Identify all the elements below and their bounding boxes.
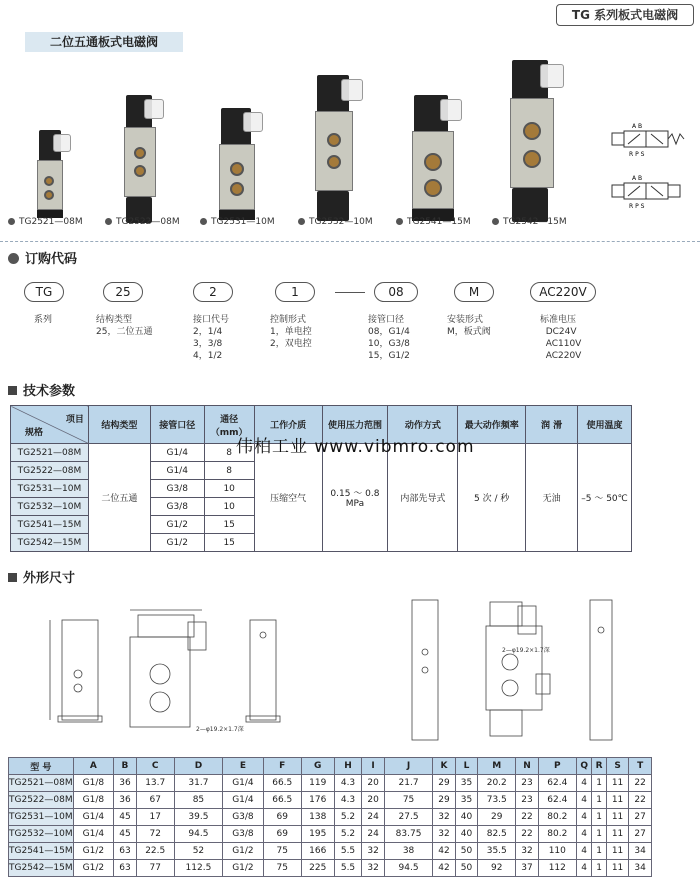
section-divider <box>0 241 700 242</box>
dimension-cell: 45 <box>114 809 137 826</box>
dimension-cell: 110 <box>538 843 576 860</box>
dimension-cell: G1/8 <box>73 775 114 792</box>
dimension-cell: G3/8 <box>223 809 264 826</box>
dimension-cell: 62.4 <box>538 792 576 809</box>
spec-header: 通径（mm） <box>204 406 254 444</box>
dimension-cell: 225 <box>301 860 334 877</box>
dimension-cell: 24 <box>362 809 385 826</box>
dimension-cell: 20.2 <box>478 775 516 792</box>
dimension-cell: 31.7 <box>174 775 222 792</box>
code-dash <box>335 292 365 293</box>
dimension-row <box>9 860 652 877</box>
code-box: 1 <box>275 282 315 302</box>
dimension-cell: 5.5 <box>334 860 362 877</box>
dimension-row <box>9 809 652 826</box>
dimension-cell: 94.5 <box>174 826 222 843</box>
spec-corner-header: 项目 规格 <box>11 406 89 444</box>
dimension-cell: 29 <box>433 775 456 792</box>
svg-text:2—φ19.2×1.7深: 2—φ19.2×1.7深 <box>502 647 550 654</box>
dimension-cell: 62.4 <box>538 775 576 792</box>
dimension-cell: 36 <box>114 792 137 809</box>
dimension-cell: 4 <box>576 843 592 860</box>
dimension-cell: 23 <box>516 792 539 809</box>
dimension-cell: 4.3 <box>334 792 362 809</box>
spec-header: 使用压力范围 <box>322 406 388 444</box>
dimension-cell: 13.7 <box>136 775 174 792</box>
dimension-cell: 50 <box>455 860 478 877</box>
dimension-cell: G3/8 <box>223 826 264 843</box>
dimension-cell: 34 <box>629 860 652 877</box>
dimension-row <box>9 792 652 809</box>
model-label: TG2521—08M <box>8 217 83 227</box>
model-label: TG2532—10M <box>298 217 373 227</box>
spec-header: 最大动作频率 <box>458 406 526 444</box>
dimension-cell: 11 <box>606 860 629 877</box>
dimension-row <box>9 843 652 860</box>
code-box: AC220V <box>530 282 596 302</box>
dimension-table <box>8 757 652 877</box>
valve-image-tg2541 <box>410 95 465 225</box>
spec-row: TG2522—08M G1/4 8 <box>11 462 632 480</box>
dimension-cell: G1/2 <box>73 860 114 877</box>
dimension-cell: 112 <box>538 860 576 877</box>
spec-row: TG2521—08M 二位五通 G1/4 8 压缩空气 0.15 ～ 0.8 MPa 内部先导式 5 次 / 秒 无油 –5 ～ 50℃ <box>11 444 632 462</box>
dimension-cell: 5.2 <box>334 826 362 843</box>
code-box: 25 <box>103 282 143 302</box>
dimension-cell: 22 <box>629 775 652 792</box>
svg-text:A B: A B <box>632 175 643 182</box>
spec-header: 动作方式 <box>388 406 458 444</box>
dimension-cell: 21.7 <box>384 775 432 792</box>
dimension-cell: 75 <box>384 792 432 809</box>
code-box: TG <box>24 282 64 302</box>
dimension-cell: 4.3 <box>334 775 362 792</box>
dimension-cell: 75 <box>263 843 301 860</box>
order-code-heading: 订购代码 <box>8 248 77 267</box>
dimension-heading: 外形尺寸 <box>8 567 75 586</box>
spec-row: TG2532—10M G3/8 10 <box>11 498 632 516</box>
model-cell: TG2522—08M <box>9 792 74 809</box>
dimension-cell: 22.5 <box>136 843 174 860</box>
dimension-cell: 22 <box>516 809 539 826</box>
dimension-cell: 4 <box>576 809 592 826</box>
dimension-cell: 27 <box>629 809 652 826</box>
dimension-cell: 77 <box>136 860 174 877</box>
dimension-cell: 32 <box>362 843 385 860</box>
series-title: TG 系列板式电磁阀 <box>556 4 694 26</box>
dimension-cell: G1/4 <box>223 775 264 792</box>
dimension-cell: 32 <box>433 809 456 826</box>
dimension-cell: 73.5 <box>478 792 516 809</box>
dimension-cell: 166 <box>301 843 334 860</box>
valve-image-tg2531 <box>217 108 267 223</box>
dimension-cell: 85 <box>174 792 222 809</box>
dimension-drawings <box>0 590 700 748</box>
spec-header: 使用温度 <box>578 406 632 444</box>
dimension-cell: 52 <box>174 843 222 860</box>
dimension-cell: 66.5 <box>263 775 301 792</box>
dimension-cell: G1/4 <box>73 809 114 826</box>
dimension-cell: 22 <box>629 792 652 809</box>
product-name: 二位五通板式电磁阀 <box>25 32 183 52</box>
dimension-cell: 40 <box>455 826 478 843</box>
dimension-cell: 69 <box>263 826 301 843</box>
dimension-cell: 23 <box>516 775 539 792</box>
dimension-cell: 32 <box>433 826 456 843</box>
valve-photos <box>0 60 600 235</box>
dimension-cell: 11 <box>606 809 629 826</box>
dimension-cell: 42 <box>433 843 456 860</box>
dimension-cell: 40 <box>455 809 478 826</box>
code-description: 接管口径 08，G1/4 10，G3/8 15，G1/2 <box>368 315 410 361</box>
dimension-cell: 11 <box>606 843 629 860</box>
dimension-cell: 45 <box>114 826 137 843</box>
spec-table <box>10 405 632 552</box>
code-description: 标准电压 DC24V AC110V AC220V <box>540 315 582 361</box>
dimension-cell: 39.5 <box>174 809 222 826</box>
watermark: 伟柏工业 www.vibmro.com <box>236 437 475 457</box>
svg-text:R P S: R P S <box>629 151 645 158</box>
dimension-cell: 27.5 <box>384 809 432 826</box>
dimension-cell: 94.5 <box>384 860 432 877</box>
dimension-cell: G1/8 <box>73 792 114 809</box>
dimension-cell: 1 <box>592 860 606 877</box>
dimension-cell: 4 <box>576 775 592 792</box>
spec-header: 接管口径 <box>150 406 204 444</box>
valve-image-tg2532 <box>313 75 368 225</box>
dimension-cell: 35 <box>455 792 478 809</box>
dimension-cell: 75 <box>263 860 301 877</box>
dimension-cell: 5.2 <box>334 809 362 826</box>
dimension-cell: 112.5 <box>174 860 222 877</box>
dimension-cell: 20 <box>362 792 385 809</box>
dimension-cell: 83.75 <box>384 826 432 843</box>
dimension-cell: 4 <box>576 792 592 809</box>
dimension-cell: 67 <box>136 792 174 809</box>
dimension-cell: 63 <box>114 860 137 877</box>
dimension-cell: 63 <box>114 843 137 860</box>
single-solenoid-symbol <box>602 120 688 158</box>
dimension-cell: 50 <box>455 843 478 860</box>
model-cell: TG2531—10M <box>9 809 74 826</box>
dimension-cell: 138 <box>301 809 334 826</box>
svg-text:2—φ19.2×1.7深: 2—φ19.2×1.7深 <box>196 726 244 733</box>
dimension-cell: 17 <box>136 809 174 826</box>
dimension-cell: 35 <box>455 775 478 792</box>
double-solenoid-symbol <box>602 172 688 210</box>
dimension-cell: G1/2 <box>223 860 264 877</box>
dimension-cell: 1 <box>592 792 606 809</box>
model-label: TG2541—15M <box>396 217 471 227</box>
dimension-cell: 37 <box>516 860 539 877</box>
dimension-cell: 80.2 <box>538 809 576 826</box>
code-description: 安装形式 M，板式阀 <box>447 315 491 337</box>
dimension-cell: 11 <box>606 826 629 843</box>
dimension-cell: 80.2 <box>538 826 576 843</box>
dimension-cell: 36 <box>114 775 137 792</box>
dimension-cell: 1 <box>592 826 606 843</box>
dimension-cell: 42 <box>433 860 456 877</box>
square-bullet-icon <box>8 386 17 395</box>
dimension-header-row: 型 号 A B C D E F G H I J K L M N P Q R S T <box>9 758 652 775</box>
valve-image-tg2542 <box>508 60 568 225</box>
code-description: 控制形式 1，单电控 2，双电控 <box>270 315 312 349</box>
model-label: TG2522—08M <box>105 217 180 227</box>
dimension-cell: 176 <box>301 792 334 809</box>
dimension-cell: 32 <box>516 843 539 860</box>
model-label-row <box>8 217 608 231</box>
dimension-cell: 11 <box>606 775 629 792</box>
dimension-cell: 11 <box>606 792 629 809</box>
bullet-icon <box>8 253 19 264</box>
dimension-cell: 34 <box>629 843 652 860</box>
code-description: 系列 <box>34 315 53 325</box>
spec-header: 结构类型 <box>88 406 150 444</box>
dimension-cell: 82.5 <box>478 826 516 843</box>
square-bullet-icon <box>8 573 17 582</box>
dimension-cell: G1/2 <box>223 843 264 860</box>
dimension-cell: 24 <box>362 826 385 843</box>
dimension-cell: 92 <box>478 860 516 877</box>
spec-header: 工作介质 <box>254 406 322 444</box>
dimension-cell: 22 <box>516 826 539 843</box>
model-cell: TG2541—15M <box>9 843 74 860</box>
dimension-cell: 1 <box>592 775 606 792</box>
dimension-cell: 66.5 <box>263 792 301 809</box>
dimension-cell: 195 <box>301 826 334 843</box>
dimension-cell: 4 <box>576 826 592 843</box>
dimension-cell: 38 <box>384 843 432 860</box>
code-box: M <box>454 282 494 302</box>
spec-header: 润 滑 <box>526 406 578 444</box>
spec-row: TG2542—15M G1/2 15 <box>11 534 632 552</box>
code-description: 结构类型 25，二位五通 <box>96 315 153 337</box>
code-box: 08 <box>374 282 418 302</box>
dimension-cell: 72 <box>136 826 174 843</box>
model-cell: TG2521—08M <box>9 775 74 792</box>
code-box: 2 <box>193 282 233 302</box>
dimension-cell: 69 <box>263 809 301 826</box>
model-label: TG2531—10M <box>200 217 275 227</box>
dimension-cell: 1 <box>592 809 606 826</box>
dimension-cell: 1 <box>592 843 606 860</box>
model-label: TG2542—15M <box>492 217 567 227</box>
dimension-cell: 35.5 <box>478 843 516 860</box>
dimension-row <box>9 826 652 843</box>
valve-image-tg2521 <box>35 130 75 220</box>
valve-image-tg2522 <box>122 95 172 225</box>
dimension-cell: 32 <box>362 860 385 877</box>
dimension-cell: G1/4 <box>223 792 264 809</box>
svg-text:R P S: R P S <box>629 203 645 210</box>
model-cell: TG2542—15M <box>9 860 74 877</box>
dimension-cell: 20 <box>362 775 385 792</box>
model-cell: TG2532—10M <box>9 826 74 843</box>
dimension-cell: 27 <box>629 826 652 843</box>
spec-heading: 技术参数 <box>8 380 75 399</box>
dimension-cell: 29 <box>478 809 516 826</box>
spec-row: TG2531—10M G3/8 10 <box>11 480 632 498</box>
dimension-cell: G1/4 <box>73 826 114 843</box>
dimension-cell: G1/2 <box>73 843 114 860</box>
dimension-row <box>9 775 652 792</box>
code-description: 接口代号 2，1/4 3，3/8 4，1/2 <box>193 315 230 361</box>
dimension-cell: 119 <box>301 775 334 792</box>
dimension-cell: 29 <box>433 792 456 809</box>
dimension-cell: 4 <box>576 860 592 877</box>
spec-row: TG2541—15M G1/2 15 <box>11 516 632 534</box>
dimension-cell: 5.5 <box>334 843 362 860</box>
svg-text:A B: A B <box>632 123 643 130</box>
